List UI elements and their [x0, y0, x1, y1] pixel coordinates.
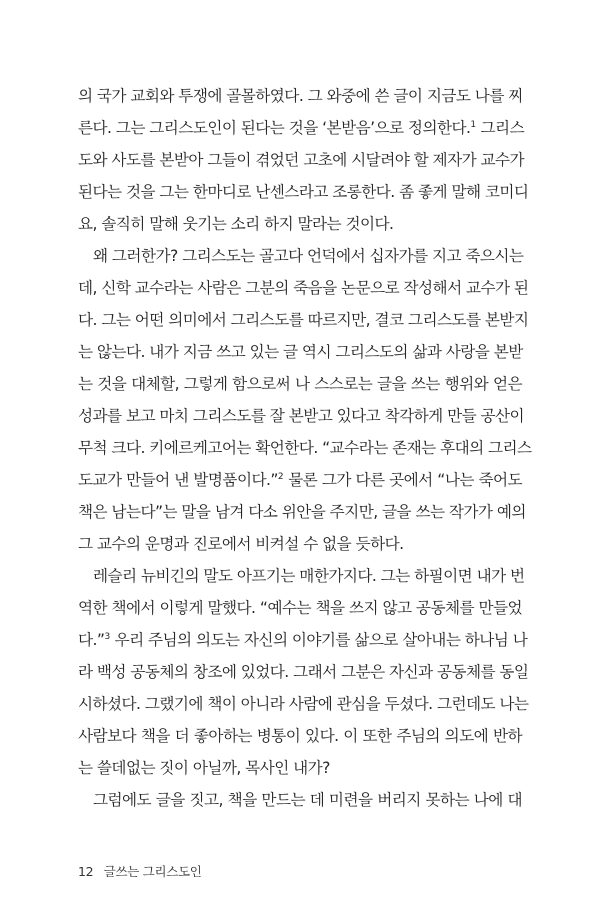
line-text: 책은 남는다”는 말을 남겨 다소 위안을 주지만, 글을 쓰는 작가가 예의: [78, 503, 526, 521]
text-line: [78, 272, 529, 304]
text-line: [78, 176, 529, 208]
text-line: [78, 336, 522, 368]
text-line: [78, 400, 525, 432]
line-text: 라 백성 공동체의 창조에 있었다. 그래서 그분은 자신과 공동체를 동일: [78, 663, 529, 681]
text-line: [78, 656, 529, 688]
line-text: 무척 크다. 키에르케고어는 확언한다. “교수라는 존재는 후대의 그리스: [78, 439, 532, 457]
line-text: 데, 신학 교수라는 사람은 그분의 죽음을 논문으로 작성해서 교수가 된: [78, 279, 529, 297]
line-text: 다. 그는 어떤 의미에서 그리스도를 따르지만, 결코 그리스도를 본받지: [78, 311, 529, 329]
line-text: 른다. 그는 그리스도인이 된다는 것을 ‘본받음’으로 정의한다.: [78, 119, 471, 137]
line-text: 역한 책에서 이렇게 말했다. “예수는 책을 쓰지 않고 공동체를 만들었: [78, 599, 522, 617]
line-text: 는 않는다. 내가 지금 쓰고 있는 글 역시 그리스도의 삶과 사랑을 본받: [78, 343, 523, 361]
text-line: [78, 112, 525, 144]
text-line: [78, 624, 528, 656]
page-number: 12: [78, 864, 94, 879]
text-line: [78, 592, 522, 624]
text-line: [78, 432, 532, 464]
page-footer: [78, 862, 202, 880]
text-line: [78, 752, 522, 784]
line-text: 그럼에도 글을 짓고, 책을 만드는 데 미련을 버리지 못하는 나에 대: [93, 791, 522, 809]
line-text: 는 것을 대체할, 그렇게 함으로써 나 스스로는 글을 쓰는 행위와 얻은: [78, 375, 522, 393]
text-line: [78, 304, 529, 336]
line-text: 는 쓸데없는 짓이 아닐까, 목사인 내가?: [78, 759, 330, 777]
line-text: 도교가 만들어 낸 발명품이다.”: [78, 471, 278, 489]
text-line: [78, 368, 522, 400]
text-line: [78, 464, 522, 496]
line-text: 우리 주님의 의도는 자신의 이야기를 삶으로 살아내는 하나님 나: [110, 631, 528, 649]
line-text: 된다는 것을 그는 한마디로 난센스라고 조롱한다. 좀 좋게 말해 코미디: [78, 183, 529, 201]
line-text: 다.”: [78, 631, 105, 649]
line-text: 왜 그러한가? 그리스도는 골고다 언덕에서 십자가를 지고 죽으시는: [93, 247, 524, 265]
text-line: [78, 720, 522, 752]
line-text: 의 국가 교회와 투쟁에 골몰하였다. 그 와중에 쓴 글이 지금도 나를 찌: [78, 87, 523, 105]
footnote-marker: 1: [470, 120, 477, 130]
text-line: [78, 560, 525, 592]
body-text: [78, 80, 532, 816]
line-text: 시하셨다. 그랬기에 책이 아니라 사람에 관심을 두셨다. 그런데도 나는: [78, 695, 529, 713]
footnote-marker: 3: [104, 632, 111, 642]
line-text: 도와 사도를 본받아 그들이 겪었던 고초에 시달려야 할 제자가 교수가: [78, 151, 525, 169]
text-line: [78, 784, 522, 816]
line-text: 물론 그가 다른 곳에서 “나는 죽어도: [283, 471, 522, 489]
line-text: 그리스: [476, 119, 525, 137]
line-text: 요, 솔직히 말해 웃기는 소리 하지 말라는 것이다.: [78, 215, 394, 233]
footnote-marker: 2: [277, 472, 284, 482]
line-text: 사람보다 책을 더 좋아하는 병통이 있다. 이 또한 주님의 의도에 반하: [78, 727, 522, 745]
text-line: [78, 528, 522, 560]
text-line: [78, 496, 526, 528]
text-line: [78, 144, 525, 176]
text-line: [78, 80, 522, 112]
line-text: 그 교수의 운명과 진로에서 비켜설 수 없을 듯하다.: [78, 535, 404, 553]
text-line: [78, 688, 529, 720]
line-text: 성과를 보고 마치 그리스도를 잘 본받고 있다고 착각하게 만들 공산이: [78, 407, 525, 425]
text-line: [78, 240, 522, 272]
running-title: 글쓰는 그리스도인: [103, 864, 202, 879]
line-text: 레슬리 뉴비긴의 말도 아프기는 매한가지다. 그는 하필이면 내가 번: [93, 567, 525, 585]
text-line: [78, 208, 522, 240]
